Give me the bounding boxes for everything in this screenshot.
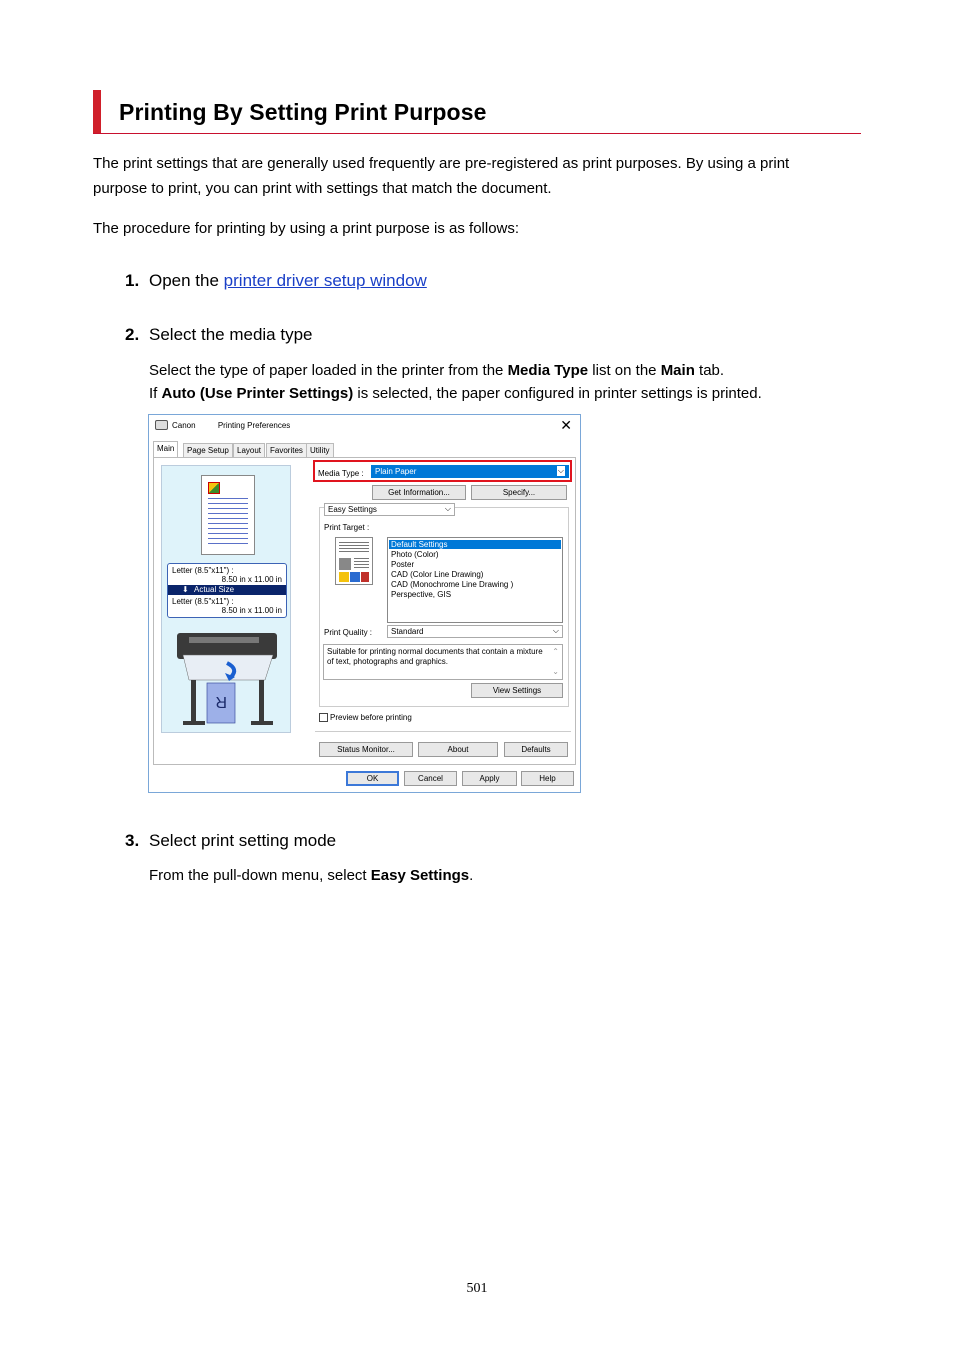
list-item[interactable]: Poster [391, 560, 415, 569]
preview-image-icon [208, 482, 220, 494]
size-label: Letter (8.5"x11") : [172, 566, 234, 575]
print-quality-select[interactable] [387, 625, 563, 638]
auto-setting-term: Auto (Use Printer Settings) [161, 385, 354, 402]
procedure-text: The procedure for printing by using a print purpose is as follows: [93, 220, 520, 237]
desc-text: is selected, the paper configured in printer settings is printed. [353, 385, 762, 402]
about-button[interactable]: About [418, 742, 498, 757]
large-format-printer-illustration [169, 625, 285, 730]
intro-paragraph [93, 151, 789, 201]
help-button[interactable]: Help [521, 771, 574, 786]
cancel-button[interactable]: Cancel [404, 771, 457, 786]
scroll-down-icon[interactable]: ⌄ [552, 667, 559, 676]
intro-line-2: purpose to print, you can print with settings that match the document. [93, 180, 552, 197]
intro-line-1: The print settings that are generally used frequently are pre-registered as print purposes. By using a print [93, 155, 790, 172]
desc-text: Select the type of paper loaded in the printer from the [149, 362, 508, 379]
printer-driver-setup-link[interactable]: printer driver setup window [223, 271, 427, 290]
setting-mode-value: Easy Settings [328, 505, 377, 514]
apply-button[interactable]: Apply [462, 771, 517, 786]
size-label: Letter (8.5"x11") : [172, 597, 234, 606]
step-number: 3. [125, 831, 140, 850]
printing-preferences-dialog [148, 414, 581, 793]
size-value: 8.50 in x 11.00 in [221, 575, 282, 584]
status-monitor-button[interactable]: Status Monitor... [319, 742, 413, 757]
step-2-description [149, 359, 762, 405]
chevron-down-icon: ⌵ [557, 466, 564, 475]
purpose-description [323, 644, 563, 680]
print-target-thumbnail [335, 537, 373, 585]
paper-size-box [167, 563, 287, 618]
scroll-up-icon[interactable]: ⌃ [552, 647, 559, 656]
list-item[interactable]: Perspective, GIS [391, 590, 452, 599]
desc-text: From the pull-down menu, select [149, 867, 371, 884]
dialog-title: Canon Printing Preferences [172, 421, 291, 430]
step-text: Select print setting mode [149, 831, 337, 850]
list-item[interactable]: Default Settings [389, 540, 561, 549]
print-target-label: Print Target : [324, 523, 370, 532]
step-number: 2. [125, 325, 140, 344]
tab-favorites[interactable]: Favorites [266, 443, 307, 457]
step-number: 1. [125, 271, 140, 290]
tab-page-setup[interactable]: Page Setup [183, 443, 233, 457]
divider [315, 731, 571, 732]
description-text: Suitable for printing normal documents that contain a mixture of text, photographs and graphics. [327, 647, 543, 666]
main-tab-term: Main [660, 362, 695, 379]
tab-main[interactable]: Main [153, 441, 178, 458]
media-type-label: Media Type : [318, 469, 364, 478]
print-target-list[interactable] [387, 537, 563, 623]
page-number: 501 [466, 1281, 488, 1296]
list-item[interactable]: CAD (Color Line Drawing) [391, 570, 484, 579]
print-quality-label: Print Quality : [324, 628, 373, 637]
paper-preview [201, 475, 255, 555]
setting-mode-select[interactable] [324, 503, 455, 516]
step-2 [125, 325, 312, 345]
tab-layout[interactable]: Layout [233, 443, 265, 457]
view-settings-button[interactable]: View Settings [471, 683, 563, 698]
preview-label: Preview before printing [330, 713, 412, 722]
print-quality-value: Standard [391, 627, 424, 636]
media-type-value: Plain Paper [375, 467, 417, 476]
desc-text: If [149, 385, 162, 402]
desc-text: . [469, 867, 474, 884]
step-1 [125, 271, 427, 291]
chevron-down-icon: ⌵ [552, 626, 559, 635]
list-item[interactable]: CAD (Monochrome Line Drawing ) [391, 580, 514, 589]
preview-checkbox[interactable] [319, 713, 328, 722]
dialog-titlebar [149, 415, 580, 437]
chevron-down-icon: ⌵ [444, 504, 451, 513]
svg-text:R: R [215, 693, 227, 710]
media-type-term: Media Type [507, 362, 589, 379]
step-3 [125, 831, 336, 851]
preview-before-printing[interactable] [319, 713, 412, 722]
get-information-button[interactable]: Get Information... [372, 485, 466, 500]
desc-text: tab. [694, 362, 725, 379]
easy-settings-term: Easy Settings [370, 867, 470, 884]
list-item[interactable]: Photo (Color) [391, 550, 439, 559]
printer-icon [155, 420, 168, 430]
tab-utility[interactable]: Utility [306, 443, 334, 457]
section-heading [93, 89, 861, 134]
desc-text: list on the [588, 362, 661, 379]
step-3-description [149, 864, 473, 887]
page-title: Printing By Setting Print Purpose [119, 99, 487, 125]
step-text: Select the media type [149, 325, 313, 344]
arrow-down-icon: ⬇ [182, 585, 189, 594]
actual-size-row[interactable] [168, 585, 286, 595]
preview-text-lines [208, 498, 248, 548]
media-type-select[interactable] [371, 465, 569, 478]
heading-accent-bar [93, 90, 101, 133]
ok-button[interactable]: OK [346, 771, 399, 786]
size-value: 8.50 in x 11.00 in [221, 606, 282, 615]
defaults-button[interactable]: Defaults [504, 742, 568, 757]
close-icon[interactable]: ✕ [560, 417, 572, 433]
specify-button[interactable]: Specify... [471, 485, 567, 500]
step-text: Open the [149, 271, 224, 290]
actual-size-label: Actual Size [194, 585, 235, 594]
